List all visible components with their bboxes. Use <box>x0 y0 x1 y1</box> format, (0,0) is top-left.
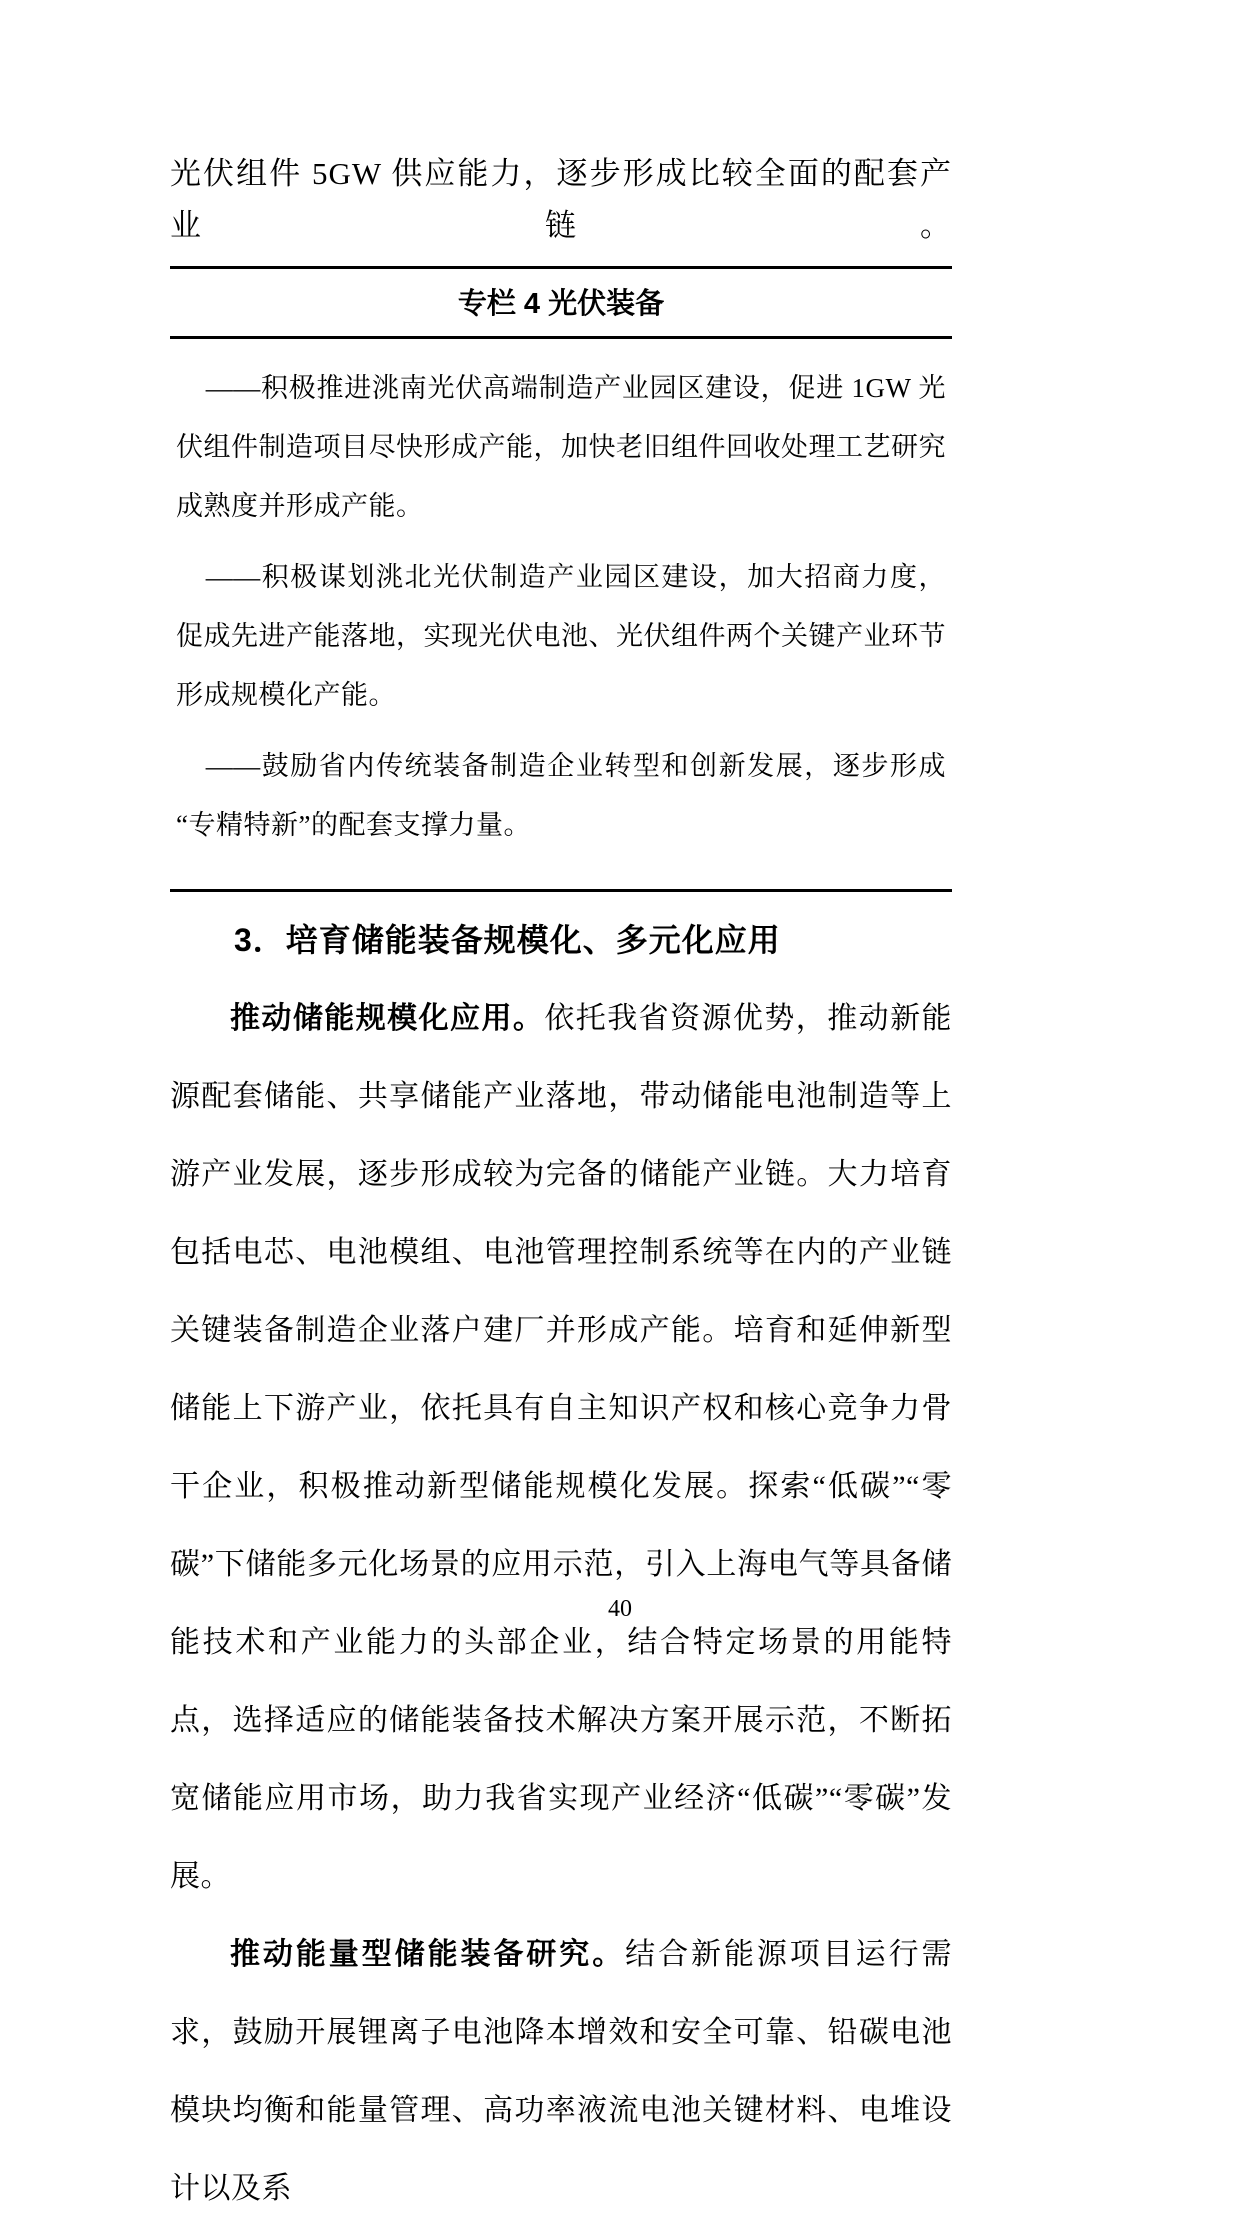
callout-box <box>170 266 952 892</box>
paragraph-1 <box>170 980 952 1916</box>
callout-item-2: ——积极谋划洮北光伏制造产业园区建设，加大招商力度，促成先进产能落地，实现光伏电池、光伏组件两个关键产业环节形成规模化产能。 <box>176 562 946 710</box>
paragraph-1-lead: 推动储能规模化应用。 <box>230 1002 545 1035</box>
paragraph-1-body: 依托我省资源优势，推动新能源配套储能、共享储能产业落地，带动储能电池制造等上游产业发展，逐步形成较为完备的储能产业链。大力培育包括电芯、电池模组、电池管理控制系统等在内的产业链关键装备制造企业落户建厂并形成产能。培育和延伸新型储能上下游产业，依托具有自主知识产权和核心竞争力骨干企业，积极推动新型储能规模化发展。探索“低碳”“零碳”下储能多元化场景的应用示范，引入上海电气等具备储能技术和产业能力的头部企业，结合特定场景的用能特点，选择适应的储能装备技术解决方案开展示范，不断拓宽储能应用市场，助力我省实现产业经济“低碳”“零碳”发展。 <box>170 1002 953 1893</box>
section-heading: 3．培育储能装备规模化、多元化应用 <box>234 922 781 958</box>
callout-item-3: ——鼓励省内传统装备制造企业转型和创新发展，逐步形成“专精特新”的配套支撑力量。 <box>176 751 946 840</box>
paragraph-2-lead: 推动能量型储能装备研究。 <box>230 1938 626 1971</box>
callout-item-1: ——积极推进洮南光伏高端制造产业园区建设，促进 1GW 光伏组件制造项目尽快形成产能，加快老旧组件回收处理工艺研究成熟度并形成产能。 <box>176 373 946 521</box>
page-content <box>170 148 952 2228</box>
paragraph-2 <box>170 1916 952 2228</box>
paragraph-2-body: 结合新能源项目运行需求，鼓励开展锂离子电池降本增效和安全可靠、铅碳电池模块均衡和能量管理、高功率液流电池关键材料、电堆设计以及系 <box>170 1938 953 2205</box>
callout-box-body <box>170 339 952 892</box>
intro-continuation-text: 光伏组件 5GW 供应能力，逐步形成比较全面的配套产业链。 <box>170 156 952 243</box>
page-number: 40 <box>608 1596 632 1622</box>
callout-box-title: 专栏 4 光伏装备 <box>170 269 952 339</box>
